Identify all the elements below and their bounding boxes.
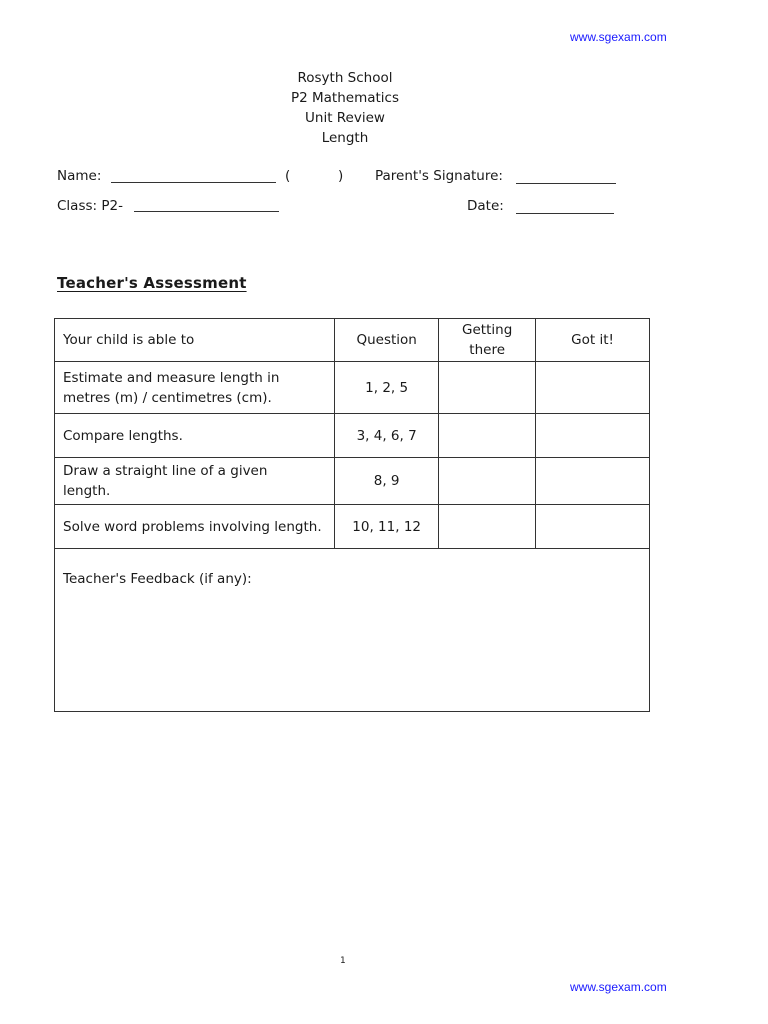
header-getting-there-line1: Getting (462, 322, 513, 338)
subject-title: P2 Mathematics (290, 90, 400, 106)
assessment-table (54, 318, 650, 712)
header-getting-there (439, 319, 536, 362)
getting-there-checkbox[interactable] (439, 505, 536, 549)
getting-there-checkbox[interactable] (439, 414, 536, 458)
skill-text-line2: metres (m) / centimetres (cm). (63, 389, 272, 406)
got-it-checkbox[interactable] (536, 505, 650, 549)
getting-there-checkbox[interactable] (439, 362, 536, 414)
teacher-feedback-box[interactable] (55, 549, 650, 712)
skill-text-line2: length. (63, 483, 111, 499)
worksheet-header (240, 68, 450, 148)
table-row (55, 414, 650, 458)
date-field[interactable] (516, 213, 614, 214)
table-row (55, 458, 650, 505)
parent-signature-label: Parent's Signature: (375, 168, 503, 184)
question-numbers: 1, 2, 5 (335, 362, 439, 414)
paper-title: Unit Review (305, 110, 385, 126)
skill-text-line1: Estimate and measure length in (63, 369, 280, 386)
skill-text-line1: Compare lengths. (63, 427, 183, 444)
skill-cell (55, 362, 335, 414)
header-skill: Your child is able to (55, 319, 335, 362)
question-numbers: 3, 4, 6, 7 (335, 414, 439, 458)
skill-text-line1: Solve word problems involving length. (63, 518, 322, 535)
got-it-checkbox[interactable] (536, 458, 650, 505)
index-open-paren: ( (285, 168, 291, 184)
index-close-paren: ) (338, 168, 344, 184)
skill-cell (55, 414, 335, 458)
feedback-row (55, 549, 650, 712)
class-label: Class: P2- (57, 198, 123, 214)
date-label: Date: (467, 198, 504, 214)
table-header-row (55, 319, 650, 362)
question-numbers: 8, 9 (335, 458, 439, 505)
teacher-feedback-label: Teacher's Feedback (if any): (63, 571, 252, 587)
skill-text-line1: Draw a straight line of a given (63, 463, 268, 479)
topic-title: Length (321, 130, 369, 146)
table-row (55, 362, 650, 414)
source-url-top[interactable]: www.sgexam.com (570, 30, 667, 44)
parent-signature-field[interactable] (516, 183, 616, 184)
header-got-it: Got it! (536, 319, 650, 362)
teachers-assessment-title: Teacher's Assessment (57, 274, 247, 292)
got-it-checkbox[interactable] (536, 362, 650, 414)
skill-cell (55, 458, 335, 505)
header-getting-there-line2: there (469, 342, 506, 358)
name-label: Name: (57, 168, 102, 184)
getting-there-checkbox[interactable] (439, 458, 536, 505)
skill-cell (55, 505, 335, 549)
source-url-bottom[interactable]: www.sgexam.com (570, 980, 667, 994)
question-numbers: 10, 11, 12 (335, 505, 439, 549)
header-question: Question (335, 319, 439, 362)
school-name: Rosyth School (297, 70, 393, 86)
page-number: 1 (340, 956, 346, 966)
got-it-checkbox[interactable] (536, 414, 650, 458)
table-row (55, 505, 650, 549)
class-field[interactable] (134, 211, 279, 212)
name-field[interactable] (111, 182, 276, 183)
